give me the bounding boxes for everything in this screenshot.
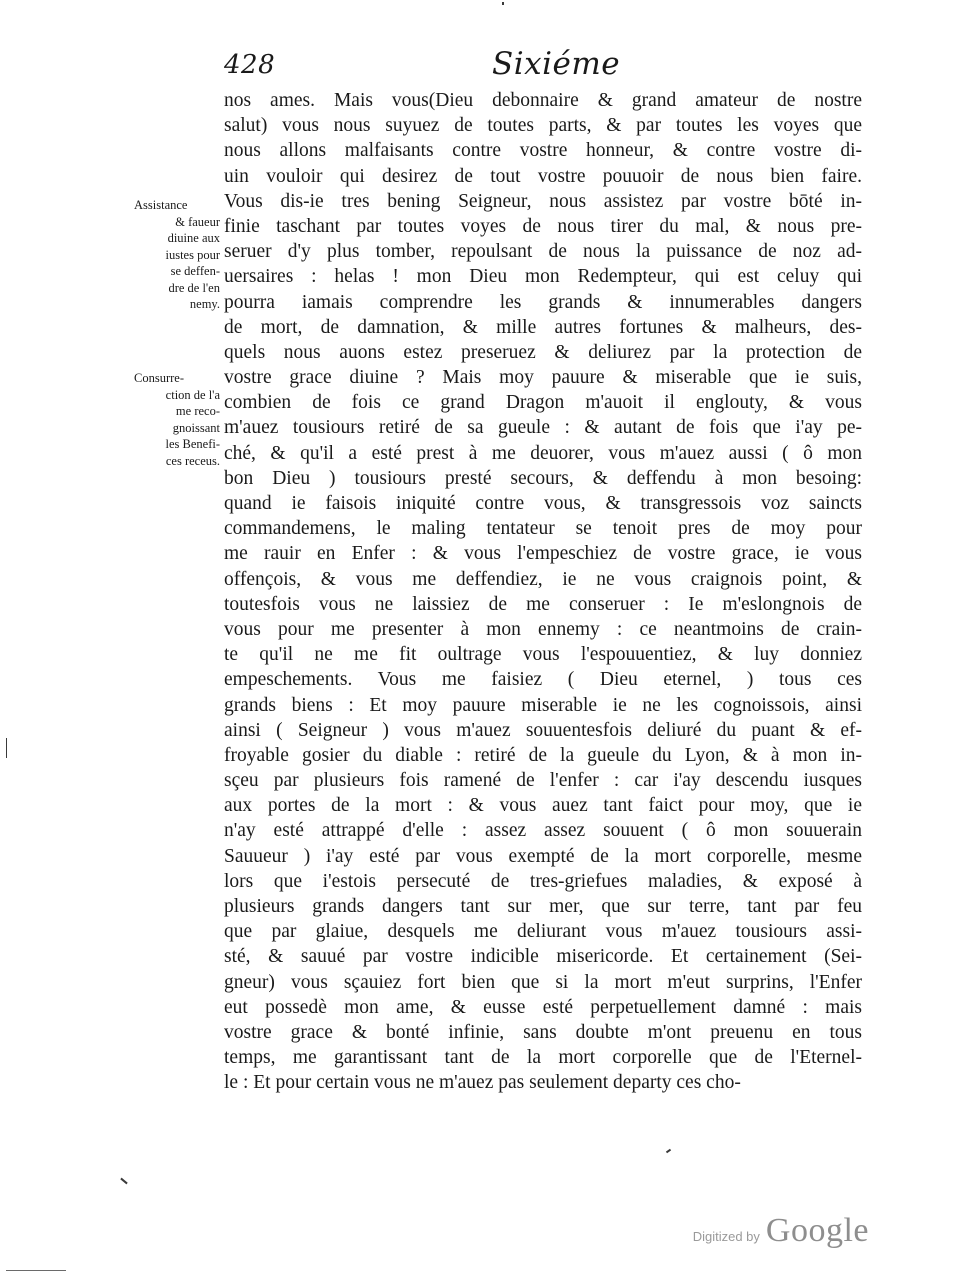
running-head: Sixiéme <box>492 46 621 82</box>
text-line: temps, me garantissant tant de la mort corporelle que de l'Eternel- <box>224 1047 862 1069</box>
text-line: salut) vous nous suyuez de toutes parts, & par toutes les voyes que <box>224 115 862 137</box>
text-line: nos ames. Mais vous(Dieu debonnaire & grand amateur de nostre <box>224 90 862 111</box>
text-line: combien de fois ce grand Dragon m'auoit il englouty, & vous <box>224 392 862 414</box>
text-line: me rauir en Enfer : & vous l'empeschiez de vostre grace, ie vous <box>224 543 862 565</box>
stamp-prefix: Digitized by <box>692 1229 760 1244</box>
text-line: le : Et pour certain vous ne m'auez pas seulement departy ces cho- <box>224 1072 741 1094</box>
text-line: de mort, de damnation, & mille autres fortunes & malheurs, des- <box>224 316 862 338</box>
ink-speck <box>666 1149 671 1154</box>
body-text <box>224 88 862 1096</box>
text-line: vostre grace & bonté infinie, sans doubte m'ont preuenu en tous <box>224 1021 862 1043</box>
digitization-stamp <box>693 1212 869 1250</box>
text-line: sté, & sauué par vostre indicible misericorde. Et certainement (Sei- <box>224 946 862 968</box>
stamp-brand-logo: Google <box>765 1212 869 1249</box>
margin-note-line: ction de l'a <box>165 387 220 402</box>
text-line: Vous dis-ie tres bening Seigneur, nous assistez par vostre bōté in- <box>224 190 862 212</box>
text-line: vostre grace diuine ? Mais moy pauure & miserable que ie suis, <box>224 367 862 389</box>
text-line: plusieurs grands dangers tant sur mer, que sur terre, tant par feu <box>224 896 862 917</box>
text-line: uin vouloir qui desirez de tout vostre pouuoir de nous bien faire. <box>224 165 862 187</box>
text-line: n'ay esté attrappé d'elle : assez assez souuent ( ô mon souuerain <box>224 820 862 842</box>
text-line: vous pour me presenter à mon ennemy : ce neantmoins de crain- <box>224 618 862 640</box>
margin-note-assistance <box>134 197 220 313</box>
margin-note-line: me reco- <box>175 404 220 418</box>
text-line: pourra iamais comprendre les grands & innumerables dangers <box>224 291 862 313</box>
ink-speck <box>502 2 504 5</box>
margin-note-line: nemy. <box>189 297 220 311</box>
text-line: grands biens : Et moy pauure miserable ie ne les cognoissois, ainsi <box>224 694 862 716</box>
text-line: eut possedè mon ame, & eusse esté perpetuellement damné : mais <box>224 996 862 1018</box>
ink-speck <box>6 738 7 758</box>
page-number: 428 <box>224 50 276 80</box>
text-line: ché, & qu'il a esté prest à me deuorer, vous m'auez aussi ( ô mon <box>224 442 862 464</box>
text-line: seruer d'y plus tomber, repoulsant de nous la puissance de noz ad- <box>224 241 862 263</box>
text-line: toutesfois vous ne laissiez de me conseruer : Ie m'eslongnois de <box>224 593 862 615</box>
text-line: que par glaiue, desquels me deliurant vous m'auez tousiours assi- <box>224 921 862 943</box>
margin-note-line: Consurre- <box>134 371 184 385</box>
text-line: quels nous auons estez preseruez & deliurez par la protection de <box>224 341 862 363</box>
text-line: offençois, & vous me deffendiez, ie ne vous craignois point, & <box>224 568 862 590</box>
margin-note-line: ces receus. <box>165 453 220 468</box>
margin-note-line: Assistance <box>134 198 188 212</box>
margin-note-consurrection <box>134 370 220 469</box>
text-line: empeschements. Vous me faisiez ( Dieu eternel, ) tous ces <box>224 669 862 691</box>
text-line: nous allons malfaisants contre vostre honneur, & contre vostre di- <box>224 140 862 162</box>
margin-note-line: dre de l'en <box>168 280 220 295</box>
ink-speck <box>120 1178 127 1185</box>
text-line: gneur) vous sçauiez fort bien que si la mort m'eut surprins, l'Enfer <box>224 971 862 993</box>
scan-edge-line <box>6 1270 66 1271</box>
text-line: froyable gosier du diable : retiré de la gueule du Lyon, & à mon in- <box>224 744 862 766</box>
text-line: uersaires : helas ! mon Dieu mon Redempteur, qui est celuy qui <box>224 266 862 288</box>
text-line: finie taschant par toutes voyes de nous tirer du mal, & nous pre- <box>224 215 862 237</box>
margin-note-line: iustes pour <box>165 247 220 262</box>
margin-note-line: & faueur <box>175 214 220 229</box>
text-line: commandemens, le maling tentateur se tenoit pres de moy pour <box>224 518 862 540</box>
text-line: Sauueur ) i'ay esté par vous exempté de la mort corporelle, mesme <box>224 845 862 867</box>
margin-note-line: se deffen- <box>170 264 220 278</box>
margin-note-line: les Benefi- <box>165 437 220 451</box>
text-line: ainsi ( Seigneur ) vous m'auez souuentesfois deliuré du puant & ef- <box>224 719 862 741</box>
margin-note-line: diuine aux <box>167 231 220 245</box>
text-line: sçeu par plusieurs fois ramené de l'enfer : car i'ay descendu iusques <box>224 770 862 792</box>
text-line: quand ie faisois iniquité contre vous, & transgressois voz saincts <box>224 493 862 514</box>
text-line: bon Dieu ) tousiours presté secours, & deffendu à mon besoing: <box>224 467 862 489</box>
text-line: m'auez tousiours retiré de sa gueule : & autant de fois que i'ay pe- <box>224 417 862 439</box>
text-line: aux portes de la mort : & vous auez tant faict pour moy, que ie <box>224 795 862 817</box>
text-line: lors que i'estois persecuté de tres-griefues maladies, & exposé à <box>224 870 862 892</box>
text-line: te qu'il ne me fit oultrage vous l'espouuentiez, & luy donniez <box>224 644 862 666</box>
margin-note-line: gnoissant <box>172 420 220 435</box>
